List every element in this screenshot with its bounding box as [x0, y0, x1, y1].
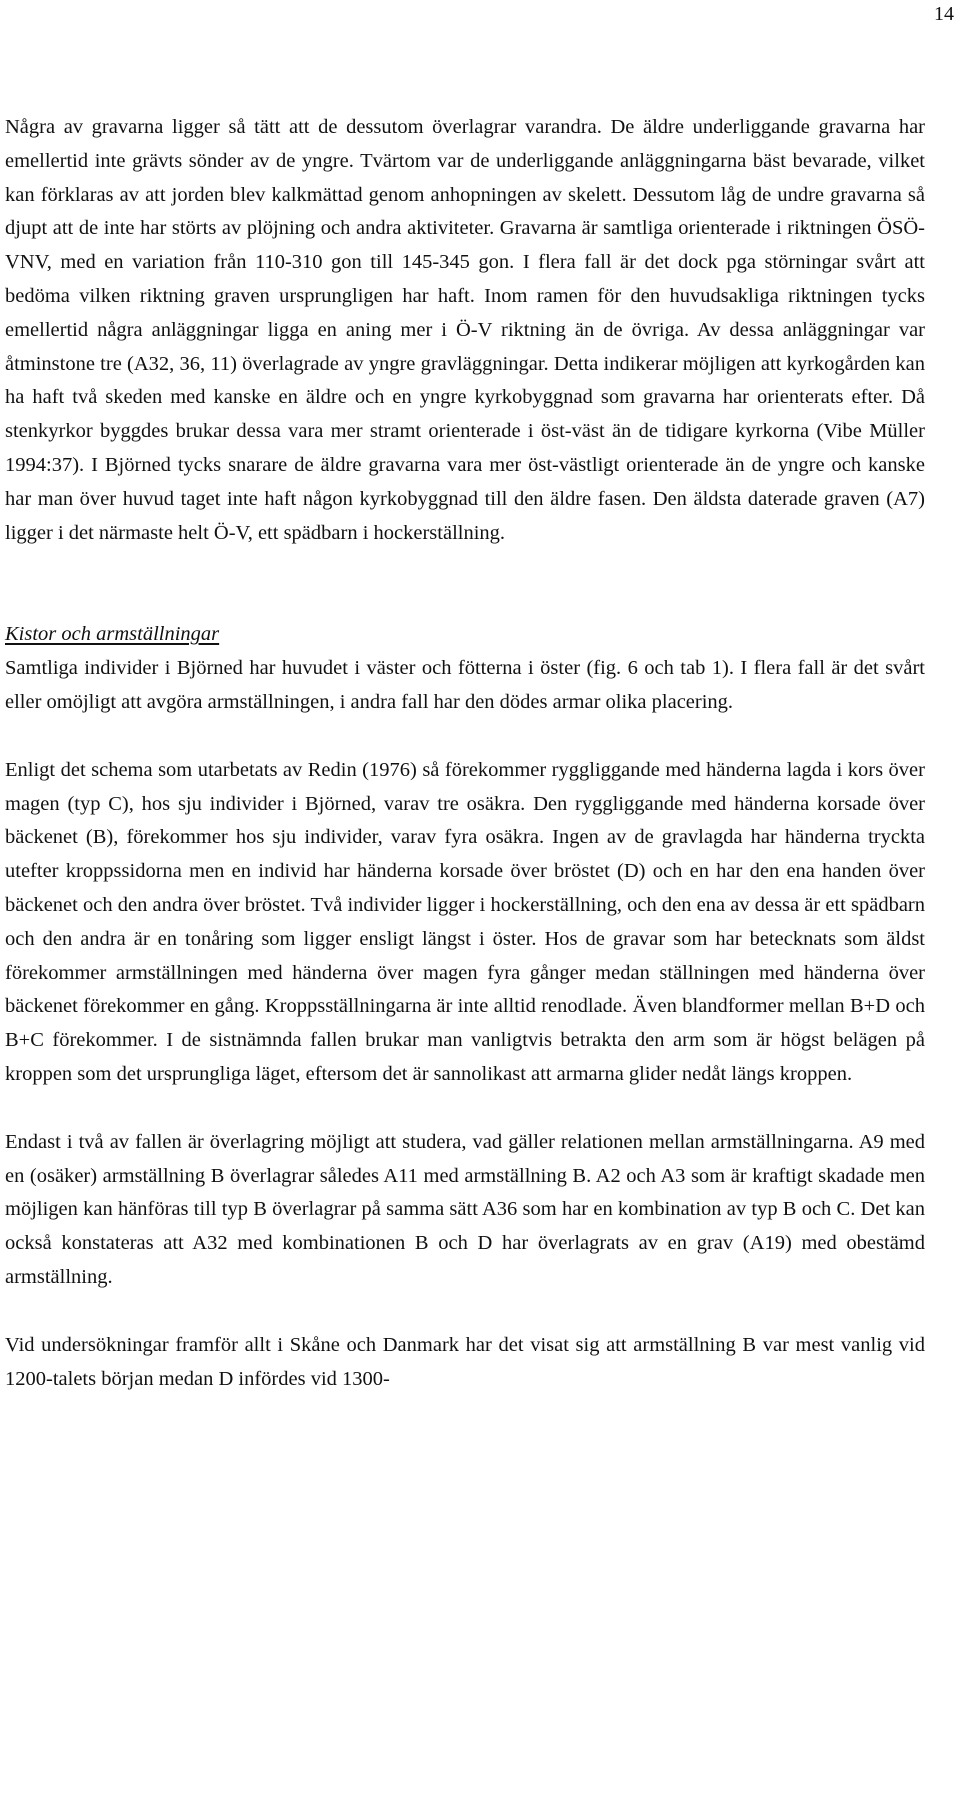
- paragraph-head-orientation: Samtliga individer i Björned har huvudet i väster och fötterna i öster (fig. 6 och tab 1). I flera fall är det svårt eller omöjligt att avgöra armställningen, i andra fall har den dödes armar olika placering.: [5, 657, 925, 713]
- section-spacer: [5, 550, 925, 618]
- paragraph-spacer: [5, 1092, 925, 1126]
- document-content: [5, 111, 925, 1396]
- paragraph-spacer: [5, 1295, 925, 1329]
- paragraph-regional-comparison: Vid undersökningar framför allt i Skåne och Danmark har det visat sig att armställning B var mest vanlig vid 1200-talets början medan D infördes vid 1300-: [5, 1333, 925, 1390]
- paragraph-grave-orientation: Några av gravarna ligger så tätt att de dessutom överlagrar varandra. De äldre underliggande gravarna har emellertid inte grävts sönder av de yngre. Tvärtom var de underliggande anläggningarna bäst bevarade, vilket kan förklaras av att jorden blev kalkmättad genom anhopningen av skelett. Dessutom låg de undre gravarna så djupt att de inte har störts av plöjning och andra aktiviteter. Gravarna är samtliga orienterade i riktningen ÖSÖ-VNV, med en variation från 110-310 gon till 145-345 gon. I flera fall är det dock pga störningar svårt att bedöma vilken riktning graven ursprungligen har haft. Inom ramen för den huvudsakliga riktningen tycks emellertid några anläggningar ligga en aning mer i Ö-V riktning än de övriga. Av dessa anläggningar var åtminstone tre (A32, 36, 11) överlagrade av yngre gravläggningar. Detta indikerar möjligen att kyrkogården kan ha haft två skeden med kanske en äldre och en yngre kyrkobyggnad som gravarna har orienterats efter. Då stenkyrkor byggdes brukar dessa vara mer stramt orienterade i öst-väst än de tidigare kyrkorna (Vibe Müller 1994:37). I Björned tycks snarare de äldre gravarna vara mer öst-västligt orienterade än de yngre och kanske har man över huvud taget inte haft någon kyrkobyggnad till den äldre fasen. Den äldsta daterade graven (A7) ligger i det närmaste helt Ö-V, ett spädbarn i hockerställning.: [5, 116, 925, 544]
- section-heading: Kistor och armställningar: [5, 623, 220, 646]
- page-number: 14: [934, 3, 954, 25]
- paragraph-spacer: [5, 720, 925, 754]
- paragraph-arm-positions: Enligt det schema som utarbetats av Redin (1976) så förekommer ryggliggande med händerna lagda i kors över magen (typ C), hos sju individer i Björned, varav tre osäkra. Den ryggliggande med händerna korsade över bäckenet (B), förekommer hos sju individer, varav fyra osäkra. Ingen av de gravlagda har händerna tryckta utefter kroppssidorna men en individ har händerna korsade över bröstet (D) och en har den ena handen över bäckenet och den andra över bröstet. Två individer ligger i hockerställning, och den ena av dessa är ett spädbarn och den andra är en tonåring som ligger ensligt längst i öster. Hos de gravar som har betecknats som äldst förekommer armställningen med händerna över magen fyra gånger medan ställningen med händerna över bäckenet förekommer en gång. Kroppsställningarna är inte alltid renodlade. Även blandformer mellan B+D och B+C förekommer. I de sistnämnda fallen brukar man vanligtvis betrakta den arm som är högst belägen på kroppen som det ursprungliga läget, eftersom det är sannolikast att armarna glider nedåt längs kroppen.: [5, 758, 925, 1085]
- paragraph-overlap-relations: Endast i två av fallen är överlagring möjligt att studera, vad gäller relationen mellan armställningarna. A9 med en (osäker) armställning B överlagrar således A11 med armställning B. A2 och A3 som är kraftigt skadade men möjligen kan hänföras till typ B överlagrar på samma sätt A36 som har en kombination av typ B och C. Det kan också konstateras att A32 med kombinationen B och D har överlagrats av en grav (A19) med obestämd armställning.: [5, 1130, 925, 1288]
